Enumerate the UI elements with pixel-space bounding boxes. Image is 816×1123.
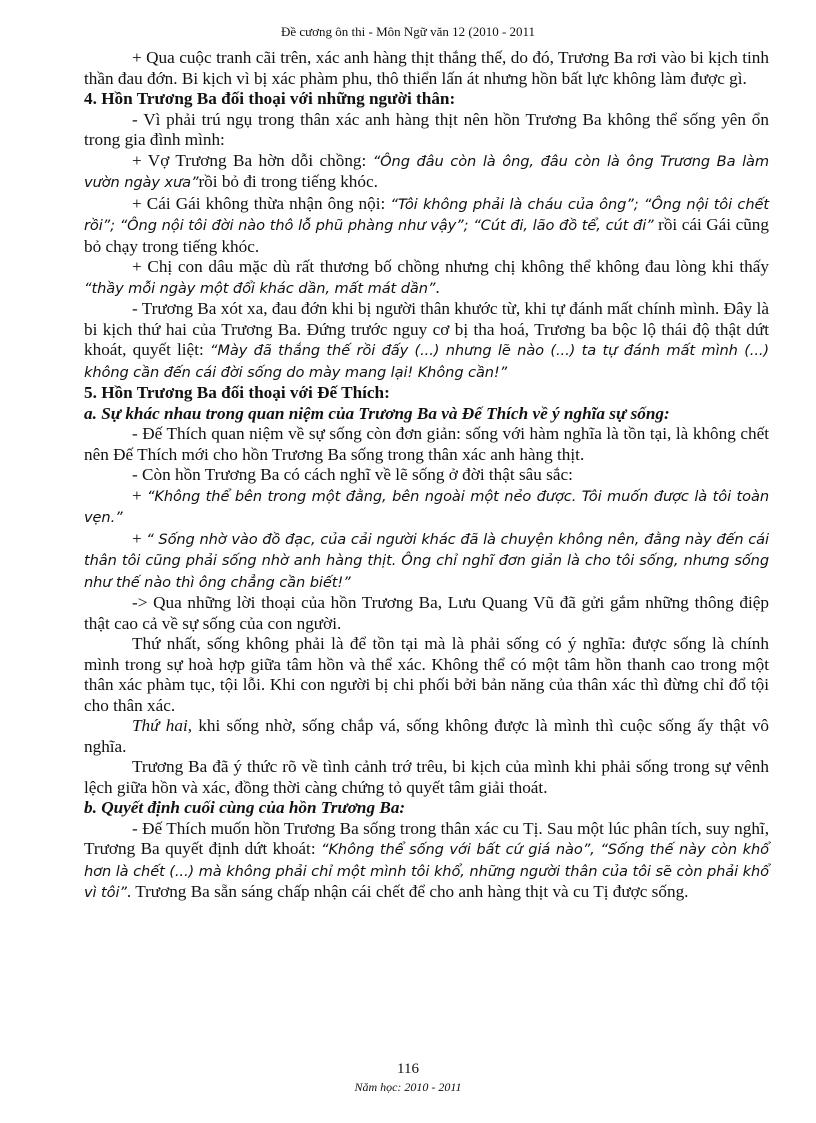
quote: “thầy mỗi ngày một đổi khác dần, mất mát dần” bbox=[84, 279, 436, 297]
quote: “Mày đã thắng thế rồi đấy (...) nhưng lẽ nào (...) ta tự đánh mất mình (...) không cần đến cái đời sống do mày mang lại! Không cần!” bbox=[84, 342, 769, 381]
paragraph bbox=[84, 257, 769, 299]
paragraph bbox=[84, 529, 769, 594]
paragraph: -> Qua những lời thoại của hồn Trương Ba, Lưu Quang Vũ đã gửi gắm những thông điệp thật cao cả về sự sống của con người. bbox=[84, 593, 769, 633]
paragraph bbox=[84, 819, 769, 904]
quote: “Không thể sống với bất cứ giá nào”, “Sống thế này còn khổ hơn là chết (...) mà không phải chỉ một mình tôi khổ, những người thân của tôi sẽ còn phải khổ vì tôi” bbox=[84, 841, 769, 901]
paragraph bbox=[84, 299, 769, 383]
text-run: + bbox=[132, 485, 147, 505]
paragraph: - Vì phải trú ngụ trong thân xác anh hàng thịt nên hồn Trương Ba không thể sống yên ổn trong gia đình mình: bbox=[84, 109, 769, 149]
paragraph: - Đế Thích quan niệm về sự sống còn đơn giản: sống với hàm nghĩa là tồn tại, là không chết nên Đế Thích mới cho hồn Trương Ba sống trong thân xác anh hàng thịt. bbox=[84, 424, 769, 464]
text-run: + Cái Gái không thừa nhận ông nội: bbox=[132, 193, 391, 213]
paragraph bbox=[84, 151, 769, 194]
subsection-heading-a: a. Sự khác nhau trong quan niệm của Trương Ba và Đế Thích về ý nghĩa sự sống: bbox=[84, 403, 670, 423]
subsection-heading-b: b. Quyết định cuối cùng của hồn Trương Ba: bbox=[84, 798, 406, 817]
quote: “Ông đâu còn là ông, đâu còn là ông Trương Ba làm vườn ngày xưa” bbox=[84, 152, 769, 191]
section-heading-4: 4. Hồn Trương Ba đối thoại với những người thân: bbox=[84, 89, 456, 108]
paragraph: + Qua cuộc tranh cãi trên, xác anh hàng thịt thắng thế, do đó, Trương Ba rơi vào bi kịch tinh thần đau đớn. Bi kịch vì bị xác phàm phu, thô thiển lấn át nhưng hồn bất lực không làm được gì. bbox=[84, 48, 769, 88]
paragraph bbox=[84, 486, 769, 529]
page-number: 116 bbox=[397, 1061, 419, 1077]
paragraph bbox=[84, 194, 769, 258]
text-run: + Vợ Trương Ba hờn dỗi chồng: bbox=[132, 150, 373, 170]
text-run: + Chị con dâu mặc dù rất thương bố chồng nhưng chị không thể không đau lòng khi thấy bbox=[132, 257, 769, 276]
text-run: - Trương Ba xót xa, đau đớn khi bị người thân khước từ, khi tự đánh mất chính mình. Đây là bi kịch thứ hai của Trương Ba. Đứng trước nguy cơ bị tha hoá, Trương ba bộc lộ thái độ thật dứt khoát, quyết liệt: bbox=[84, 299, 769, 359]
running-header: Đề cương ôn thi - Môn Ngữ văn 12 (2010 - 2011 bbox=[280, 24, 536, 39]
paragraph: - Còn hồn Trương Ba có cách nghĩ về lẽ sống ở đời thật sâu sắc: bbox=[132, 465, 573, 484]
text-run: . bbox=[435, 277, 440, 297]
section-heading-5: 5. Hồn Trương Ba đối thoại với Đế Thích: bbox=[84, 383, 390, 402]
quote: “Không thể bên trong một đằng, bên ngoài một nẻo được. Tôi muốn được là tôi toàn vẹn.” bbox=[84, 487, 769, 526]
text-run: rồi cái Gái cũng bỏ chạy trong tiếng khóc. bbox=[84, 215, 769, 256]
document-body bbox=[84, 48, 769, 904]
footer: Năm học: 2010 - 2011 bbox=[354, 1080, 462, 1094]
paragraph: Trương Ba đã ý thức rõ về tình cảnh trớ trêu, bi kịch của mình khi phải sống trong sự vênh lệch giữa hồn và xác, đồng thời càng chứng tỏ quyết tâm giải thoát. bbox=[84, 757, 769, 797]
quote: “Tôi không phải là cháu của ông”; “Ông nội tôi chết rồi”; “Ông nội tôi đời nào thô lỗ phũ phàng như vậy”; “Cút đi, lão đồ tể, cút đi” bbox=[84, 195, 770, 234]
quote: “ Sống nhờ vào đồ đạc, của cải người khác đã là chuyện không nên, đằng này đến cái thân tôi cũng phải sống nhờ anh hàng thịt. Ông chỉ nghĩ đơn giản là cho tôi sống, nhưng sống như thế nào thì ông chẳng cần biết!” bbox=[84, 530, 769, 591]
text-run: + bbox=[132, 528, 147, 548]
paragraph bbox=[84, 716, 769, 757]
text-run: . Trương Ba sẵn sáng chấp nhận cái chết để cho anh hàng thịt và cu Tị được sống. bbox=[126, 882, 689, 901]
text-run: - Đế Thích muốn hồn Trương Ba sống trong thân xác cu Tị. Sau một lúc phân tích, suy nghĩ, Trương Ba quyết định dứt khoát: bbox=[84, 818, 769, 858]
text-run: rồi bỏ đi trong tiếng khóc. bbox=[198, 172, 378, 191]
emphasis: Thứ hai bbox=[132, 716, 188, 735]
paragraph: Thứ nhất, sống không phải là để tồn tại mà là phải sống có ý nghĩa: được sống là chính mình trong sự hoà hợp giữa tâm hồn và thể xác. Không thể có một tâm hồn thanh cao trong một thân xác phàm tục, tội lỗi. Khi con người bị chi phối bởi bản năng của thân xác thì đừng chỉ đổ tội cho thân xác. bbox=[84, 634, 769, 715]
text-run: , khi sống nhờ, sống chắp vá, sống không được là mình thì cuộc sống ấy thật vô nghĩa. bbox=[84, 716, 770, 756]
